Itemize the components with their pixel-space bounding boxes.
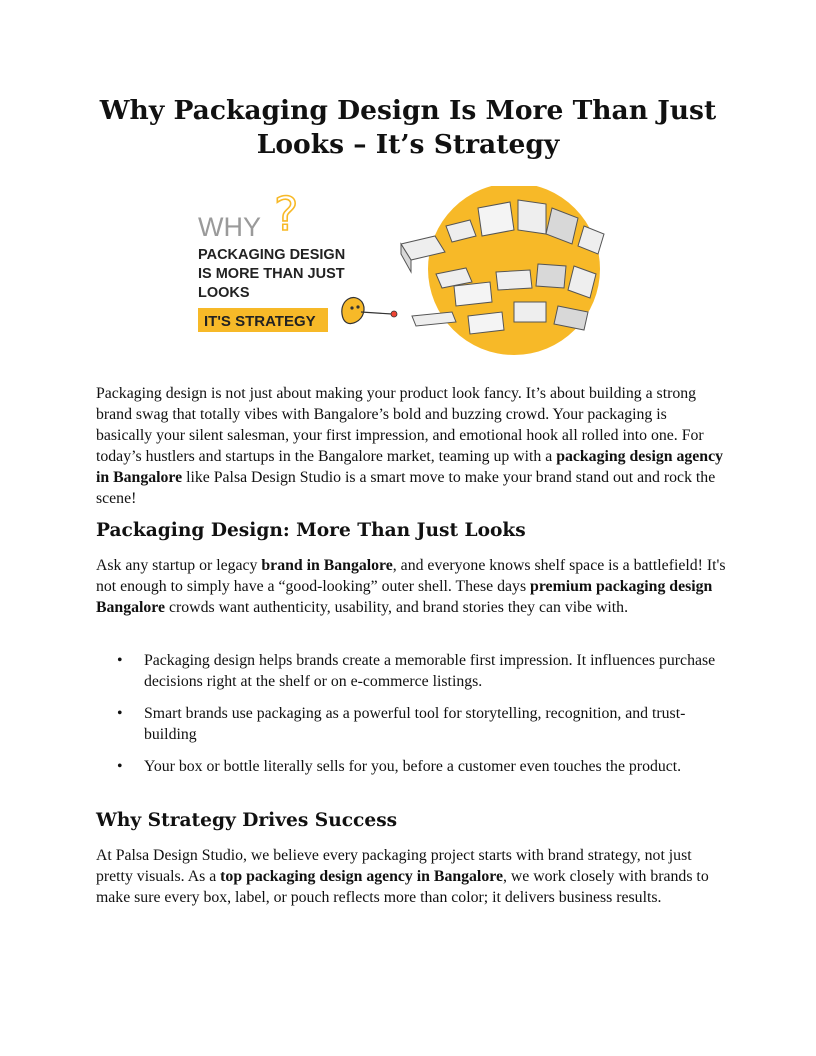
strategy-keyword: top packaging design agency in Bangalore (220, 868, 503, 885)
looks-paragraph: Ask any startup or legacy brand in Bangalore, and everyone knows shelf space is a battlefield! It's not enough to simply have a “good-looking” outer shell. These days premium packaging design Bangalore crowds want authenticity, usability, and brand stories they can vibe with. (96, 557, 726, 616)
benefits-list (96, 650, 726, 788)
list-item: • Packaging design helps brands create a memorable first impression. It influences purchase decisions right at the shelf or on e-commerce listings. (117, 652, 716, 690)
hero-why: WHY (198, 212, 261, 242)
looks-keyword-2: premium packaging design Bangalore (96, 578, 713, 616)
question-mark-icon: ? (274, 187, 299, 241)
mascot-icon (342, 298, 397, 324)
intro-paragraph: Packaging design is not just about making your product look fancy. It’s about building a strong brand swag that totally vibes with Bangalore’s bold and buzzing crowd. Your packaging is basically your silent salesman, your first impression, and emotional hook all rolled into one. For today’s hustlers and startups in the Bangalore market, teaming up with a packaging design agency in Bangalore like Palsa Design Studio is a smart move to make your brand stand out and rock the scene! (96, 385, 723, 507)
intro-keyword: packaging design agency in Bangalore (96, 448, 723, 486)
section-heading-looks: Packaging Design: More Than Just Looks (96, 520, 526, 541)
hero-line-3: LOOKS (198, 285, 250, 301)
strategy-paragraph: At Palsa Design Studio, we believe every packaging project starts with brand strategy, not just pretty visuals. As a top packaging design agency in Bangalore, we work closely with brands to make sure every box, label, or pouch reflects more than color; it delivers business results. (96, 847, 709, 906)
list-item: • Smart brands use packaging as a powerful tool for storytelling, recognition, and trust-building (117, 705, 686, 743)
looks-keyword-1: brand in Bangalore (261, 557, 393, 574)
page-title: Why Packaging Design Is More Than Just Looks – It’s Strategy (99, 95, 717, 160)
hero-line-2: IS MORE THAN JUST (198, 266, 345, 282)
hero-illustration (196, 186, 628, 356)
section-heading-strategy: Why Strategy Drives Success (96, 810, 398, 831)
list-item: • Your box or bottle literally sells for you, before a customer even touches the product. (117, 758, 682, 775)
bullet-icon: • (117, 652, 123, 669)
bullet-icon: • (117, 758, 123, 775)
bullet-icon: • (117, 705, 123, 722)
hero-line-1: PACKAGING DESIGN (198, 247, 346, 263)
strategy-badge-text: IT'S STRATEGY (204, 313, 316, 330)
